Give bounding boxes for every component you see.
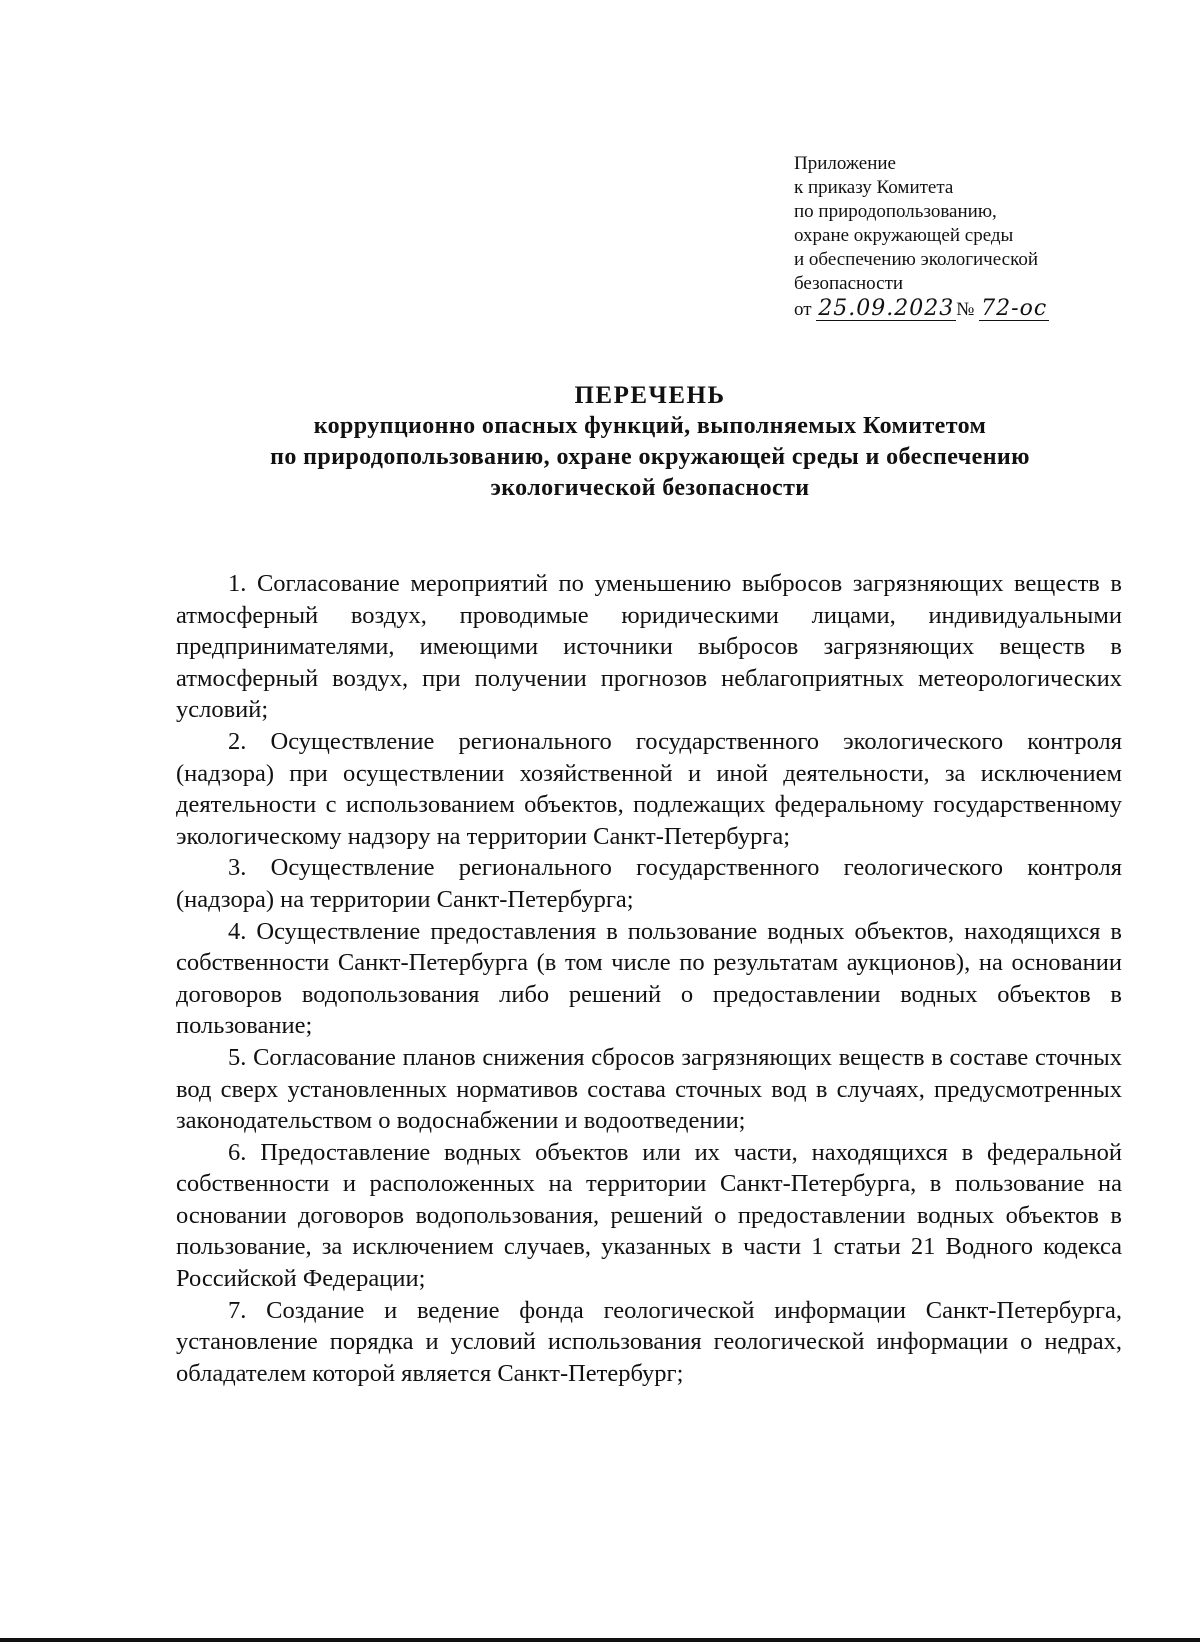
appendix-line: безопасности bbox=[794, 273, 904, 294]
document-title bbox=[180, 380, 1120, 504]
order-date-number bbox=[794, 298, 1094, 322]
items-list bbox=[176, 568, 1122, 1389]
title-line: экологической безопасности bbox=[490, 475, 810, 501]
page-title: ПЕРЕЧЕНЬ bbox=[574, 382, 726, 409]
page-bottom-border bbox=[0, 1638, 1200, 1642]
appendix-line: к приказу Комитета bbox=[794, 177, 954, 198]
list-item: 7. Создание и ведение фонда геологической информации Санкт-Петербурга, установление порядка и условий использования геологической информации о недрах, обладателем которой является Санкт-Петербург; bbox=[176, 1296, 1122, 1387]
appendix-line: охране окружающей среды bbox=[794, 225, 1014, 246]
appendix-header bbox=[794, 152, 1094, 322]
list-item: 5. Согласование планов снижения сбросов загрязняющих веществ в составе сточных вод сверх установленных нормативов состава сточных вод в случаях, предусмотренных законодательством о водоснабжении и водоотведении; bbox=[176, 1043, 1122, 1135]
list-item: 1. Согласование мероприятий по уменьшению выбросов загрязняющих веществ в атмосферный воздух, проводимые юридическими лицами, индивидуальными предпринимателями, имеющими источники выбросов загрязняющих веществ в атмосферный воздух, при получении прогнозов неблагоприятных метеорологических условий; bbox=[176, 570, 1122, 724]
appendix-line: и обеспечению экологической bbox=[794, 249, 1039, 270]
list-item: 2. Осуществление регионального государственного экологического контроля (надзора) при осуществлении хозяйственной и иной деятельности, за исключением деятельности с использованием объектов, подлежащих федеральному государственному экологическому надзору на территории Санкт-Петербурга; bbox=[176, 727, 1122, 850]
handwritten-date: 25.09.2023 bbox=[818, 296, 955, 321]
title-line: по природопользованию, охране окружающей среды и обеспечению bbox=[270, 444, 1030, 470]
number-prefix: № bbox=[956, 299, 975, 320]
title-line: коррупционно опасных функций, выполняемых Комитетом bbox=[313, 413, 987, 439]
list-item: 6. Предоставление водных объектов или их части, находящихся в федеральной собственности и расположенных на территории Санкт-Петербурга, в пользование на основании договоров водопользования, решений о предоставлении водных объектов в пользование, за исключением случаев, указанных в части 1 статьи 21 Водного кодекса Российской Федерации; bbox=[176, 1138, 1122, 1293]
appendix-line: Приложение bbox=[794, 153, 896, 174]
date-prefix: от bbox=[794, 299, 812, 320]
list-item: 4. Осуществление предоставления в пользование водных объектов, находящихся в собственности Санкт-Петербурга (в том числе по результатам аукционов), на основании договоров водопользования либо решений о предоставлении водных объектов в пользование; bbox=[176, 917, 1122, 1040]
list-item: 3. Осуществление регионального государственного геологического контроля (надзора) на территории Санкт-Петербурга; bbox=[176, 854, 1122, 913]
appendix-line: по природопользованию, bbox=[794, 201, 997, 222]
handwritten-number: 72-ос bbox=[981, 296, 1048, 321]
